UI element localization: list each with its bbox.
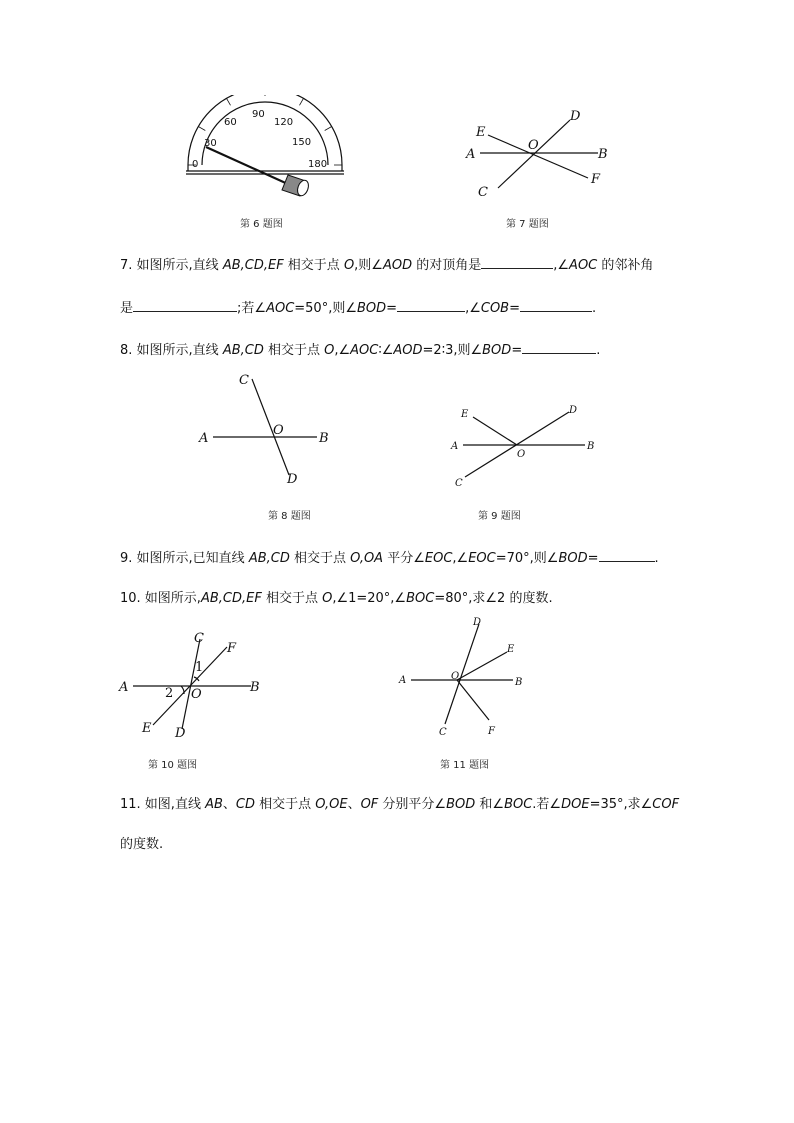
ray-oe xyxy=(473,417,517,445)
figure-11-caption: 第 11 题图 xyxy=(440,760,490,771)
figure-9-caption: 第 9 题图 xyxy=(478,511,521,522)
label-o: O xyxy=(451,671,460,682)
answer-blank[interactable] xyxy=(481,255,553,269)
label-o: O xyxy=(273,423,284,438)
answer-blank[interactable] xyxy=(397,298,465,312)
label-e: E xyxy=(142,721,152,736)
tick-90: 90 xyxy=(252,109,265,120)
label-o: O xyxy=(517,449,526,460)
answer-blank[interactable] xyxy=(522,340,596,354)
question-8: 8. 如图所示,直线 AB,CD 相交于点 O,∠AOC∶∠AOD=2∶3,则∠BOD= . xyxy=(120,340,600,360)
figure-9 xyxy=(445,395,605,495)
tick-150: 150 xyxy=(292,137,312,148)
label-b: B xyxy=(515,677,523,688)
figure-6-protractor xyxy=(180,95,350,205)
label-e: E xyxy=(461,409,469,420)
pencil-tip xyxy=(282,175,310,197)
figure-6-caption: 第 6 题图 xyxy=(240,219,283,230)
figure-8 xyxy=(195,365,345,490)
label-d: D xyxy=(473,617,482,628)
line-cd xyxy=(182,639,200,729)
tick-30: 30 xyxy=(204,138,217,149)
question-7-line-2: 是 ;若∠AOC=50°,则∠BOD= ,∠COB= . xyxy=(120,298,596,318)
label-b: B xyxy=(587,441,595,452)
label-c: C xyxy=(455,478,463,489)
label-d: D xyxy=(569,405,578,416)
line-cd xyxy=(498,120,570,188)
label-a: A xyxy=(119,680,129,695)
angle-2-arc xyxy=(181,686,184,694)
figure-11 xyxy=(395,612,535,742)
question-11-line-2: 的度数. xyxy=(120,837,164,852)
label-1: 1 xyxy=(195,660,204,675)
label-o: O xyxy=(191,687,202,702)
label-a: A xyxy=(199,431,209,446)
label-d: D xyxy=(570,109,581,124)
label-c: C xyxy=(194,631,204,646)
tick-180: 180 xyxy=(308,159,328,170)
label-o: O xyxy=(528,138,539,153)
answer-blank[interactable] xyxy=(133,298,237,312)
label-b: B xyxy=(598,147,608,162)
protractor-ticks xyxy=(188,95,342,165)
answer-blank[interactable] xyxy=(520,298,592,312)
figure-8-caption: 第 8 题图 xyxy=(268,511,311,522)
question-7-line-1: 7. 如图所示,直线 AB,CD,EF 相交于点 O,则∠AOD 的对顶角是 ,∠AOC 的邻补角 xyxy=(120,255,653,275)
question-10: 10. 如图所示,AB,CD,EF 相交于点 O,∠1=20°,∠BOC=80°,求∠2 的度数. xyxy=(120,591,553,606)
protractor-arc xyxy=(188,95,342,165)
label-a: A xyxy=(451,441,459,452)
label-a: A xyxy=(466,147,476,162)
question-9: 9. 如图所示,已知直线 AB,CD 相交于点 O,OA 平分∠EOC,∠EOC=70°,则∠BOD= . xyxy=(120,548,659,568)
question-11-line-1: 11. 如图,直线 AB、CD 相交于点 O,OE、OF 分别平分∠BOD 和∠BOC.若∠DOE=35°,求∠COF xyxy=(120,797,680,812)
tick-60: 60 xyxy=(224,117,237,128)
label-d: D xyxy=(175,726,186,741)
label-b: B xyxy=(319,431,329,446)
label-c: C xyxy=(439,727,447,738)
ray-of xyxy=(457,680,489,720)
answer-blank[interactable] xyxy=(599,548,655,562)
figure-7-caption: 第 7 题图 xyxy=(506,219,549,230)
protractor-inner-arc xyxy=(202,102,328,165)
figure-10-caption: 第 10 题图 xyxy=(148,760,198,771)
label-c: C xyxy=(239,373,249,388)
label-d: D xyxy=(287,472,298,487)
label-f: F xyxy=(488,726,495,737)
label-f: F xyxy=(591,172,601,187)
figure-10 xyxy=(115,625,275,745)
tick-0: 0 xyxy=(192,159,199,170)
label-f: F xyxy=(227,641,237,656)
figure-7 xyxy=(460,100,620,200)
label-a: A xyxy=(399,675,407,686)
label-e: E xyxy=(476,125,486,140)
label-b: B xyxy=(250,680,260,695)
label-e: E xyxy=(507,644,515,655)
label-2: 2 xyxy=(165,686,174,701)
pointer-pencil xyxy=(206,147,290,185)
tick-120: 120 xyxy=(274,117,294,128)
label-c: C xyxy=(478,185,488,200)
